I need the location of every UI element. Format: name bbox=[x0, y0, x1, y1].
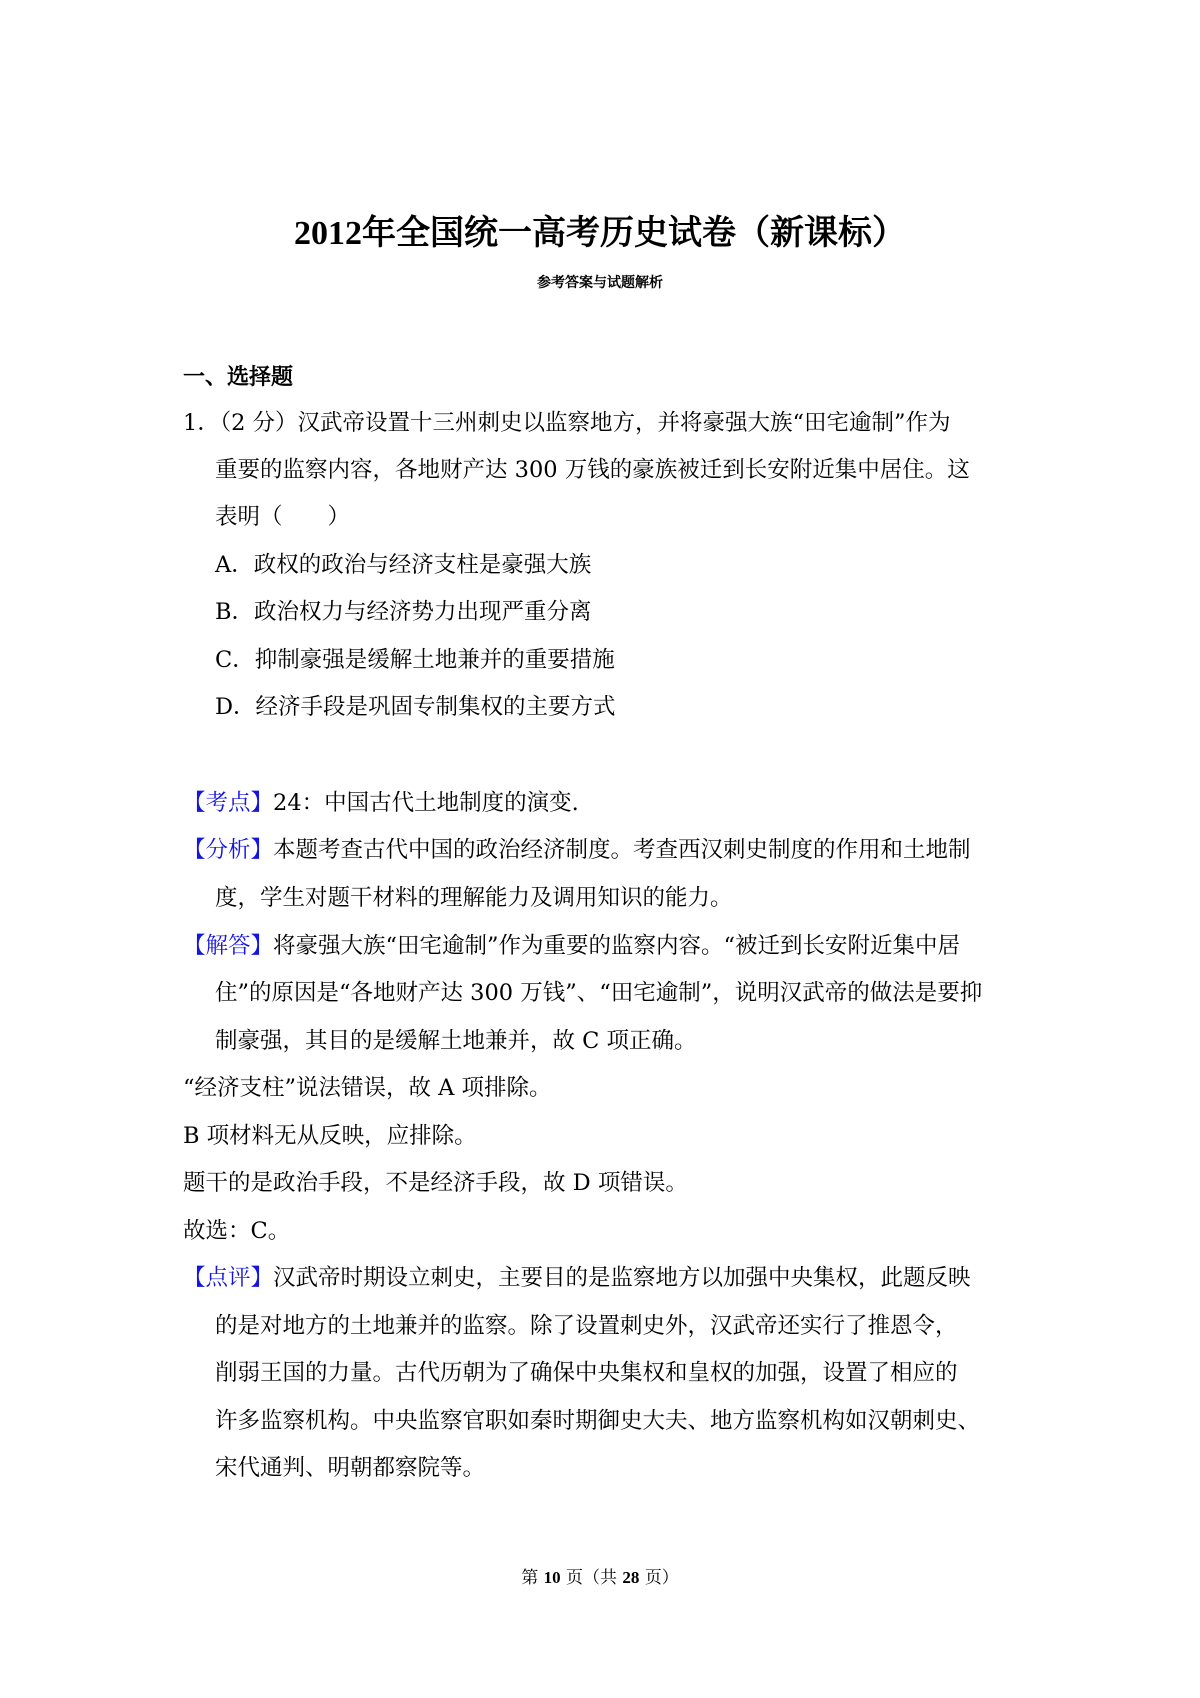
footer-mid: 页（共 bbox=[566, 1568, 617, 1588]
page-subtitle: 参考答案与试题解析 bbox=[537, 275, 663, 291]
jieda-text: 制豪强，其目的是缓解土地兼并，故 C 项正确。 bbox=[215, 1028, 697, 1054]
kaodian bbox=[183, 788, 579, 818]
dianping-tag: 【点评】 bbox=[183, 1265, 274, 1291]
jieda-text: 将豪强大族“田宅逾制”作为重要的监察内容。“被迁到长安附近集中居 bbox=[273, 933, 961, 959]
explanation-line: 题干的是政治手段，不是经济手段，故 D 项错误。 bbox=[183, 1170, 688, 1196]
explanation-line: B 项材料无从反映，应排除。 bbox=[183, 1123, 477, 1149]
option-b: B．政治权力与经济势力出现严重分离 bbox=[215, 599, 592, 625]
dianping-text: 宋代通判、明朝都察院等。 bbox=[215, 1455, 486, 1481]
fenxi bbox=[183, 835, 971, 865]
jieda bbox=[183, 931, 960, 961]
question-line: 1．（2 分）汉武帝设置十三州刺史以监察地方，并将豪强大族“田宅逾制”作为 bbox=[183, 410, 951, 436]
fenxi-tag: 【分析】 bbox=[183, 837, 274, 863]
page-title: 2012年全国统一高考历史试卷（新课标） bbox=[294, 215, 906, 252]
fenxi-text: 本题考查古代中国的政治经济制度。考查西汉刺史制度的作用和土地制 bbox=[273, 837, 971, 863]
option-a: A．政权的政治与经济支柱是豪强大族 bbox=[215, 552, 592, 578]
explanation-line: “经济支柱”说法错误，故 A 项排除。 bbox=[183, 1075, 552, 1101]
page-footer bbox=[0, 1563, 1200, 1588]
kaodian-tag: 【考点】 bbox=[183, 790, 274, 816]
footer-suffix: 页） bbox=[644, 1568, 679, 1588]
option-c: C．抑制豪强是缓解土地兼并的重要措施 bbox=[215, 647, 615, 673]
question-line: 表明（ ） bbox=[215, 504, 351, 530]
dianping-text: 削弱王国的力量。古代历朝为了确保中央集权和皇权的加强，设置了相应的 bbox=[215, 1360, 958, 1386]
question-line: 重要的监察内容，各地财产达 300 万钱的豪族被迁到长安附近集中居住。这 bbox=[215, 457, 970, 483]
page-number: 10 bbox=[543, 1568, 561, 1587]
dianping-text: 汉武帝时期设立刺史，主要目的是监察地方以加强中央集权，此题反映 bbox=[273, 1265, 971, 1291]
dianping-text: 许多监察机构。中央监察官职如秦时期御史大夫、地方监察机构如汉朝刺史、 bbox=[215, 1408, 981, 1434]
dianping-text: 的是对地方的土地兼并的监察。除了设置刺史外，汉武帝还实行了推恩令， bbox=[215, 1313, 958, 1339]
jieda-text: 住”的原因是“各地财产达 300 万钱”、“田宅逾制”，说明汉武帝的做法是要抑 bbox=[215, 980, 983, 1006]
kaodian-text: 24：中国古代土地制度的演变. bbox=[273, 790, 579, 816]
fenxi-text: 度，学生对题干材料的理解能力及调用知识的能力。 bbox=[215, 885, 733, 911]
jieda-tag: 【解答】 bbox=[183, 933, 274, 959]
footer-prefix: 第 bbox=[521, 1568, 539, 1588]
page-total: 28 bbox=[622, 1568, 640, 1587]
dianping bbox=[183, 1263, 971, 1293]
section-heading: 一、选择题 bbox=[183, 365, 294, 390]
option-d: D．经济手段是巩固专制集权的主要方式 bbox=[215, 694, 616, 720]
answer-line: 故选：C。 bbox=[183, 1218, 291, 1244]
